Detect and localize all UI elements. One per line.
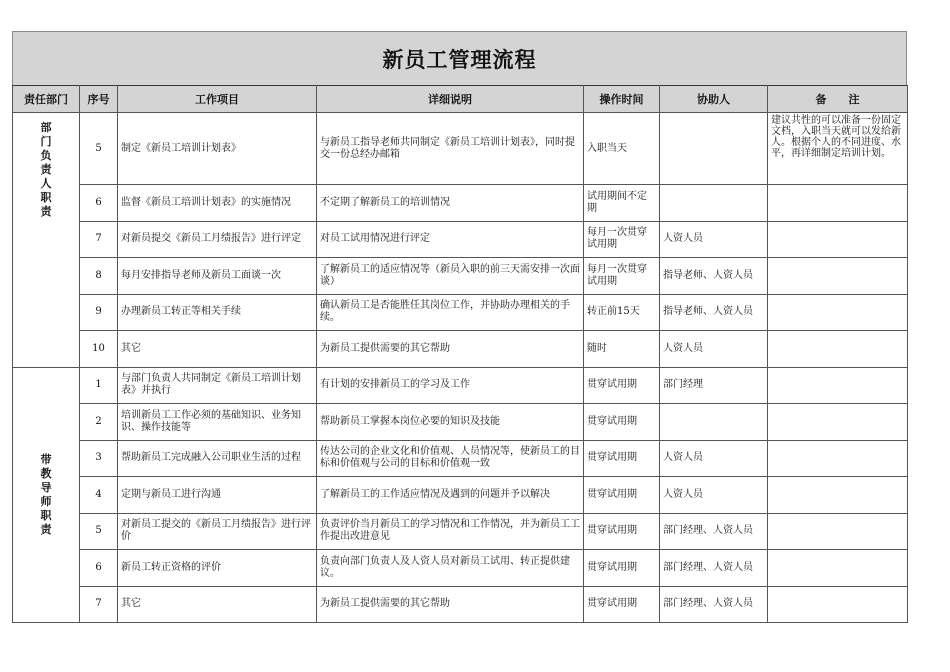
item-cell[interactable]: 办理新员工转正等相关手续 [118,294,317,331]
helper-cell[interactable] [660,404,768,441]
detail-cell[interactable]: 有计划的安排新员工的学习及工作 [317,367,584,404]
helper-cell[interactable]: 指导老师、人资人员 [660,258,768,295]
time-cell[interactable]: 贯穿试用期 [584,440,660,477]
detail-cell[interactable]: 负责评价当月新员工的学习情况和工作情况，并为新员工工作提出改进意见 [317,513,584,550]
table-row [13,258,908,295]
detail-cell[interactable]: 对员工试用情况进行评定 [317,221,584,258]
col-header-detail[interactable]: 详细说明 [317,86,584,113]
col-header-dept[interactable]: 责任部门 [13,86,80,113]
helper-cell[interactable] [660,185,768,222]
detail-cell[interactable]: 帮助新员工掌握本岗位必要的知识及技能 [317,404,584,441]
page-title: 新员工管理流程 [382,47,537,72]
note-cell[interactable] [768,258,908,295]
helper-cell[interactable]: 部门经理、人资人员 [660,513,768,550]
note-cell[interactable] [768,185,908,222]
table-row [13,185,908,222]
process-table [12,85,908,623]
note-cell[interactable] [768,440,908,477]
time-cell[interactable]: 试用期间不定期 [584,185,660,222]
helper-cell[interactable]: 部门经理 [660,367,768,404]
helper-cell[interactable]: 指导老师、人资人员 [660,294,768,331]
time-cell[interactable]: 贯穿试用期 [584,550,660,587]
no-cell[interactable]: 7 [80,221,118,258]
no-cell[interactable]: 5 [80,513,118,550]
item-cell[interactable]: 对新员提交《新员工月绩报告》进行评定 [118,221,317,258]
col-header-note[interactable]: 备 注 [768,86,908,113]
item-cell[interactable]: 对新员工提交的《新员工月绩报告》进行评价 [118,513,317,550]
note-cell[interactable] [768,513,908,550]
helper-cell[interactable]: 人资人员 [660,477,768,514]
detail-cell[interactable]: 确认新员工是否能胜任其岗位工作，并协助办理相关的手续。 [317,294,584,331]
item-cell[interactable]: 培训新员工工作必须的基础知识、业务知识、操作技能等 [118,404,317,441]
no-cell[interactable]: 7 [80,586,118,623]
item-cell[interactable]: 监督《新员工培训计划表》的实施情况 [118,185,317,222]
col-header-no[interactable]: 序号 [80,86,118,113]
detail-cell[interactable]: 了解新员工的适应情况等（新员入职的前三天需安排一次面谈） [317,258,584,295]
time-cell[interactable]: 入职当天 [584,113,660,185]
note-cell[interactable]: 建议共性的可以准备一份固定文档，入职当天就可以发给新人。根据个人的不同进度、水平，再详细制定培训计划。 [768,113,908,185]
time-cell[interactable]: 每月一次贯穿试用期 [584,221,660,258]
no-cell[interactable]: 6 [80,550,118,587]
table-row [13,113,908,185]
table-row [13,294,908,331]
title-bar [12,31,907,85]
note-cell[interactable] [768,550,908,587]
item-cell[interactable]: 每月安排指导老师及新员工面谈一次 [118,258,317,295]
table-row [13,513,908,550]
helper-cell[interactable]: 部门经理、人资人员 [660,586,768,623]
detail-cell[interactable]: 与新员工指导老师共同制定《新员工培训计划表》，同时提交一份总经办邮箱 [317,113,584,185]
dept-cell[interactable]: 部门负责人职责 [13,113,80,368]
no-cell[interactable]: 3 [80,440,118,477]
note-cell[interactable] [768,404,908,441]
note-cell[interactable] [768,221,908,258]
no-cell[interactable]: 6 [80,185,118,222]
helper-cell[interactable]: 人资人员 [660,331,768,368]
no-cell[interactable]: 8 [80,258,118,295]
no-cell[interactable]: 2 [80,404,118,441]
note-cell[interactable] [768,586,908,623]
item-cell[interactable]: 帮助新员工完成融入公司职业生活的过程 [118,440,317,477]
note-cell[interactable] [768,294,908,331]
detail-cell[interactable]: 为新员工提供需要的其它帮助 [317,331,584,368]
item-cell[interactable]: 其它 [118,331,317,368]
time-cell[interactable]: 贯穿试用期 [584,513,660,550]
no-cell[interactable]: 10 [80,331,118,368]
time-cell[interactable]: 随时 [584,331,660,368]
helper-cell[interactable]: 部门经理、人资人员 [660,550,768,587]
time-cell[interactable]: 转正前15天 [584,294,660,331]
dept-cell[interactable]: 带教导师职责 [13,367,80,623]
time-cell[interactable]: 贯穿试用期 [584,586,660,623]
table-row [13,477,908,514]
detail-cell[interactable]: 不定期了解新员工的培训情况 [317,185,584,222]
col-header-time[interactable]: 操作时间 [584,86,660,113]
helper-cell[interactable]: 人资人员 [660,221,768,258]
table-row [13,331,908,368]
col-header-item[interactable]: 工作项目 [118,86,317,113]
helper-cell[interactable] [660,113,768,185]
no-cell[interactable]: 9 [80,294,118,331]
time-cell[interactable]: 贯穿试用期 [584,367,660,404]
header-row [13,86,908,113]
time-cell[interactable]: 每月一次贯穿试用期 [584,258,660,295]
detail-cell[interactable]: 了解新员工的工作适应情况及遇到的问题并予以解决 [317,477,584,514]
no-cell[interactable]: 4 [80,477,118,514]
detail-cell[interactable]: 负责向部门负责人及人资人员对新员工试用、转正提供建议。 [317,550,584,587]
item-cell[interactable]: 与部门负责人共同制定《新员工培训计划表》并执行 [118,367,317,404]
note-cell[interactable] [768,477,908,514]
item-cell[interactable]: 新员工转正资格的评价 [118,550,317,587]
table-row [13,404,908,441]
note-cell[interactable] [768,331,908,368]
table-row [13,586,908,623]
table-row [13,221,908,258]
item-cell[interactable]: 其它 [118,586,317,623]
item-cell[interactable]: 定期与新员工进行沟通 [118,477,317,514]
col-header-helper[interactable]: 协助人 [660,86,768,113]
note-cell[interactable] [768,367,908,404]
spreadsheet [12,31,907,623]
time-cell[interactable]: 贯穿试用期 [584,404,660,441]
table-row [13,550,908,587]
helper-cell[interactable]: 人资人员 [660,440,768,477]
detail-cell[interactable]: 传达公司的企业文化和价值观、人员情况等，使新员工的目标和价值观与公司的目标和价值观一致 [317,440,584,477]
detail-cell[interactable]: 为新员工提供需要的其它帮助 [317,586,584,623]
table-row [13,367,908,404]
table-row [13,440,908,477]
no-cell[interactable]: 1 [80,367,118,404]
no-cell[interactable]: 5 [80,113,118,185]
item-cell[interactable]: 制定《新员工培训计划表》 [118,113,317,185]
time-cell[interactable]: 贯穿试用期 [584,477,660,514]
